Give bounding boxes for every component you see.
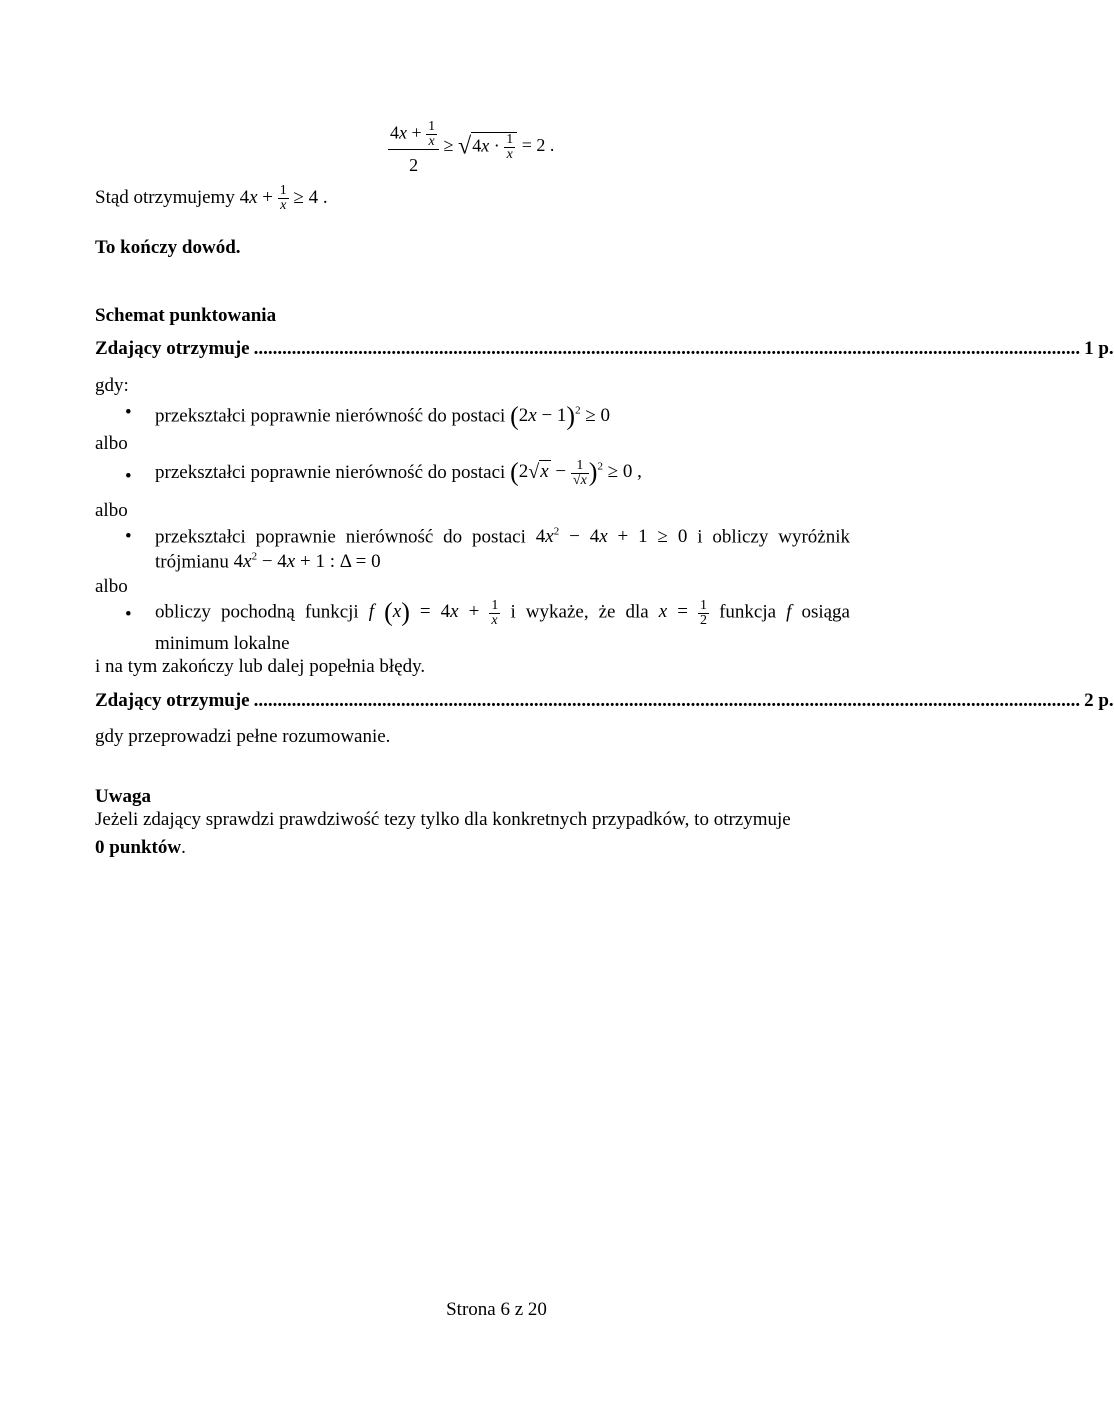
- dot-leader: ..............................................................................................................................................................................: [253, 690, 1081, 711]
- bullet-3-discriminant: $4x^2 - 4x + 1$ : Δ = 0: [233, 551, 381, 573]
- am-gm-formula: 4x + $\frac{1}{x}$ 2 ≥ √4x · $\frac{1}{x}$ = 2 .: [390, 119, 555, 175]
- bullet-icon: •: [125, 466, 132, 487]
- page-footer: Strona 6 z 20: [446, 1299, 547, 1320]
- score-2-label: Zdający otrzymuje: [95, 690, 250, 711]
- bullet-3-text: przekształci poprawnie nierówność do postaci: [155, 526, 526, 548]
- bullet-4-point: x = $\frac{1}{2}$: [658, 597, 708, 628]
- result-intro: Stąd otrzymujemy: [95, 186, 235, 208]
- bullet-4-f: f: [786, 601, 792, 623]
- bullet-icon: •: [125, 604, 132, 625]
- result-line: [95, 184, 328, 213]
- bullet-4-tail: funkcja: [719, 601, 777, 623]
- scheme-title: Schemat punktowania: [95, 305, 277, 326]
- or-label-3: albo: [95, 576, 128, 597]
- bullet-icon: •: [125, 526, 132, 547]
- result-formula: 4x + $\frac{1}{x}$ ≥ 4 .: [239, 183, 328, 213]
- bullet-2-text: przekształci poprawnie nierówność do postaci: [155, 462, 506, 483]
- dot-leader: ..............................................................................................................................................................................: [253, 338, 1081, 359]
- bullet-4-function: f (x) = 4x + $\frac{1}{x}$: [368, 597, 499, 628]
- bullet-3-line-1: [155, 526, 850, 548]
- score-2-points: 2 p.: [1084, 690, 1114, 711]
- bullet-4-end: osiąga: [801, 601, 850, 623]
- remark-points: 0 punktów: [95, 837, 182, 858]
- score-line-1: [95, 338, 1114, 360]
- or-label-1: albo: [95, 433, 128, 454]
- bullet-3-formula: $4x^2 - 4x + 1 \ge 0$: [535, 526, 688, 548]
- conclusion: To kończy dowód.: [95, 237, 241, 258]
- bullet-4-mid: i wykaże, że dla: [510, 601, 649, 623]
- when-label: gdy:: [95, 375, 129, 396]
- bullet-1-formula: $(2x - 1)^2 \ge 0$: [510, 402, 611, 431]
- score-1-points: 1 p.: [1084, 338, 1114, 359]
- score-line-2: [95, 690, 1114, 712]
- bullet-1-text: przekształci poprawnie nierówność do postaci: [155, 405, 506, 427]
- remark-title: Uwaga: [95, 786, 151, 807]
- bullet-2: [155, 458, 642, 488]
- score-1-label: Zdający otrzymuje: [95, 338, 250, 359]
- bullet-1: [155, 402, 610, 432]
- bullet-4-line-1: [155, 598, 850, 628]
- bullet-icon: •: [125, 402, 132, 423]
- bullet-2-formula: (2√x − $\frac{1}{√x}$ )$^2$ ≥ 0 ,: [510, 457, 642, 488]
- full-reasoning: gdy przeprowadzi pełne rozumowanie.: [95, 726, 391, 747]
- remark-points-line: 0 punktów.: [95, 837, 186, 858]
- bullet-3-tail: i obliczy wyróżnik: [697, 526, 850, 548]
- bullet-3-line-2: [155, 551, 381, 573]
- or-label-2: albo: [95, 500, 128, 521]
- remark-text: Jeżeli zdający sprawdzi prawdziwość tezy tylko dla konkretnych przypadków, to otrzymuje: [95, 809, 791, 830]
- bullet-4-text: obliczy pochodną funkcji: [155, 601, 359, 623]
- bullet-3-line-2-text: trójmianu: [155, 551, 229, 573]
- bullet-4-line-2: minimum lokalne: [155, 633, 290, 654]
- stop-note: i na tym zakończy lub dalej popełnia błędy.: [95, 656, 426, 677]
